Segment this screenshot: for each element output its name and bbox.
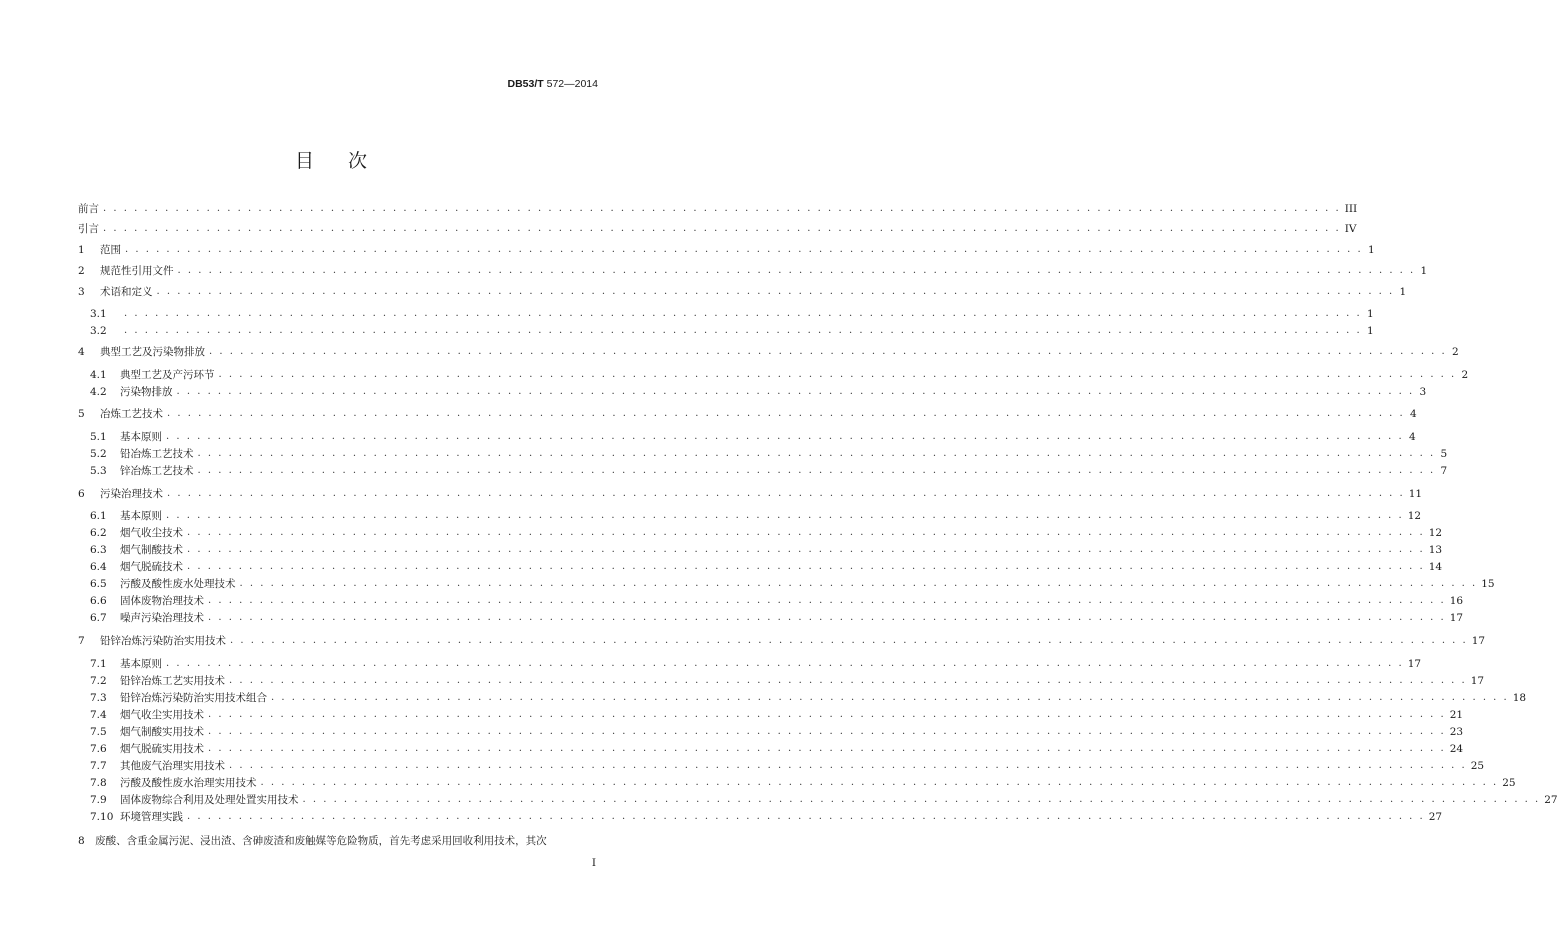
toc-dot-leader: . . . . . . . . . . . . . . . . . . . . . . . . . . . . . . . . . . . . . . . . . . . . . . . . . . . . . . . . . . . . . . . . . . . . . . . . . . . . . . . . . . . . . . . . . . . . . . . . . . . . . . . . . . . . . . . . . . . . . . . .	[208, 595, 1446, 606]
toc-dot-leader: . . . . . . . . . . . . . . . . . . . . . . . . . . . . . . . . . . . . . . . . . . . . . . . . . . . . . . . . . . . . . . . . . . . . . . . . . . . . . . . . . . . . . . . . . . . . . . . . . . . . . . . . . . . . . . . . . . . . . . . .	[229, 675, 1467, 686]
toc-entry-page: 1	[1367, 325, 1374, 337]
toc-entry[interactable]	[90, 756, 1485, 773]
toc-entry-number: 4	[78, 346, 85, 358]
toc-entry-page: 23	[1449, 726, 1464, 738]
toc-entry-label: 固体废物治理技术	[120, 595, 204, 607]
toc-entry-page: IV	[1344, 223, 1357, 235]
toc-entry[interactable]	[78, 261, 1428, 278]
toc-entry-number: 7.4	[90, 709, 107, 721]
toc-entry[interactable]	[90, 444, 1448, 461]
toc-dot-leader: . . . . . . . . . . . . . . . . . . . . . . . . . . . . . . . . . . . . . . . . . . . . . . . . . . . . . . . . . . . . . . . . . . . . . . . . . . . . . . . . . . . . . . . . . . . . . . . . . . . . . . . . . . . . . . . . . . . . . . . .	[239, 578, 1478, 589]
toc-entry-number: 6.6	[90, 595, 107, 607]
toc-entry-label: 基本原则	[120, 431, 162, 443]
toc-dot-leader: . . . . . . . . . . . . . . . . . . . . . . . . . . . . . . . . . . . . . . . . . . . . . . . . . . . . . . . . . . . . . . . . . . . . . . . . . . . . . . . . . . . . . . . . . . . . . . . . . . . . . . . . . . . . . . . . . . . . . . . .	[167, 488, 1405, 499]
toc-entry-page: 3	[1419, 386, 1427, 398]
toc-entry-page: 1	[1367, 308, 1374, 320]
toc-entry[interactable]	[90, 523, 1443, 540]
toc-entry-number: 7.10	[90, 811, 114, 823]
toc-dot-leader: . . . . . . . . . . . . . . . . . . . . . . . . . . . . . . . . . . . . . . . . . . . . . . . . . . . . . . . . . . . . . . . . . . . . . . . . . . . . . . . . . . . . . . . . . . . . . . . . . . . . . . . . . . . . . . . . . . . . . . . .	[208, 726, 1446, 737]
toc-entry[interactable]	[90, 654, 1422, 671]
toc-entry-number: 7.3	[90, 692, 107, 704]
toc-entry[interactable]	[78, 484, 1423, 501]
toc-entry[interactable]	[78, 219, 1357, 236]
toc-dot-leader: . . . . . . . . . . . . . . . . . . . . . . . . . . . . . . . . . . . . . . . . . . . . . . . . . . . . . . . . . . . . . . . . . . . . . . . . . . . . . . . . . . . . . . . . . . . . . . . . . . . . . . . . . . . . . . . . . . . . . . . .	[177, 265, 1416, 276]
toc-entry-number: 3.1	[90, 308, 107, 320]
toc-dot-leader: . . . . . . . . . . . . . . . . . . . . . . . . . . . . . . . . . . . . . . . . . . . . . . . . . . . . . . . . . . . . . . . . . . . . . . . . . . . . . . . . . . . . . . . . . . . . . . . . . . . . . . . . . . . . . . . . . . . . . . . .	[197, 465, 1436, 476]
toc-dot-leader: . . . . . . . . . . . . . . . . . . . . . . . . . . . . . . . . . . . . . . . . . . . . . . . . . . . . . . . . . . . . . . . . . . . . . . . . . . . . . . . . . . . . . . . . . . . . . . . . . . . . . . . . . . . . . . . . . . . . . . . .	[125, 244, 1363, 255]
toc-entry[interactable]	[78, 199, 1358, 216]
toc-entry-number: 7.6	[90, 743, 107, 755]
toc-entry-label: 术语和定义	[100, 286, 153, 298]
toc-entry[interactable]	[90, 722, 1464, 739]
toc-entry-label: 污酸及酸性废水处理技术	[120, 578, 236, 590]
toc-entry[interactable]	[90, 304, 1374, 321]
toc-entry-number: 7.9	[90, 794, 107, 806]
toc-entry-page: 25	[1470, 760, 1485, 772]
toc-dot-leader: . . . . . . . . . . . . . . . . . . . . . . . . . . . . . . . . . . . . . . . . . . . . . . . . . . . . . . . . . . . . . . . . . . . . . . . . . . . . . . . . . . . . . . . . . . . . . . . . . . . . . . . . . . . . . . . . . . . . . . . .	[187, 544, 1425, 555]
toc-entry[interactable]	[90, 574, 1495, 591]
toc-entry-label: 污染物排放	[120, 386, 173, 398]
toc-entry[interactable]	[90, 461, 1448, 478]
toc-entry-label: 烟气收尘实用技术	[120, 709, 204, 721]
toc-entry-page: 14	[1428, 561, 1443, 573]
toc-entry-number: 5	[78, 408, 85, 420]
toc-entry-label: 固体废物综合利用及处理处置实用技术	[120, 794, 299, 806]
toc-entry-number: 6.3	[90, 544, 107, 556]
toc-entry-label: 锌冶炼工艺技术	[120, 465, 194, 477]
toc-entry-number: 1	[78, 244, 85, 256]
toc-entry[interactable]	[90, 671, 1485, 688]
toc-entry-page: 2	[1461, 369, 1469, 381]
toc-dot-leader: . . . . . . . . . . . . . . . . . . . . . . . . . . . . . . . . . . . . . . . . . . . . . . . . . . . . . . . . . . . . . . . . . . . . . . . . . . . . . . . . . . . . . . . . . . . . . . . . . . . . . . . . . . . . . . . . . . . . . . . .	[166, 510, 1404, 521]
toc-dot-leader: . . . . . . . . . . . . . . . . . . . . . . . . . . . . . . . . . . . . . . . . . . . . . . . . . . . . . . . . . . . . . . . . . . . . . . . . . . . . . . . . . . . . . . . . . . . . . . . . . . . . . . . . . . . . . . . . . . . . . . . .	[176, 386, 1415, 397]
toc-entry-label: 铅冶炼工艺技术	[120, 448, 194, 460]
title-char-2: 次	[348, 150, 368, 172]
toc-entry-number: 7.2	[90, 675, 107, 687]
toc-entry-page: 17	[1407, 658, 1422, 670]
toc-entry[interactable]	[90, 382, 1427, 399]
toc-entry-label: 典型工艺及产污环节	[120, 369, 215, 381]
toc-dot-leader: . . . . . . . . . . . . . . . . . . . . . . . . . . . . . . . . . . . . . . . . . . . . . . . . . . . . . . . . . . . . . . . . . . . . . . . . . . . . . . . . . . . . . . . . . . . . . . . . . . . . . . . . . . . . . . . . . . . . . . . .	[271, 692, 1509, 703]
toc-entry-label: 烟气制酸技术	[120, 544, 183, 556]
toc-entry-number: 6.4	[90, 561, 107, 573]
toc-entry-number: 6.1	[90, 510, 107, 522]
toc-entry-page: 4	[1410, 408, 1417, 420]
toc-entry-page: 11	[1408, 488, 1423, 500]
toc-entry-label: 环境管理实践	[120, 811, 183, 823]
toc-entry-number: 6.2	[90, 527, 107, 539]
toc-entry[interactable]	[90, 591, 1464, 608]
toc-entry-page: 4	[1409, 431, 1416, 443]
page-title	[0, 146, 662, 173]
toc-entry[interactable]	[90, 557, 1443, 574]
toc-entry-page: 12	[1428, 527, 1443, 539]
toc-entry-label: 铅锌冶炼污染防治实用技术	[100, 635, 226, 647]
toc-entry-label: 其他废气治理实用技术	[120, 760, 225, 772]
title-char-1: 目	[294, 150, 314, 172]
toc-dot-leader: . . . . . . . . . . . . . . . . . . . . . . . . . . . . . . . . . . . . . . . . . . . . . . . . . . . . . . . . . . . . . . . . . . . . . . . . . . . . . . . . . . . . . . . . . . . . . . . . . . . . . . . . . . . . . . . . . . . . . . . .	[187, 527, 1425, 538]
toc-entry-number: 5.1	[90, 431, 107, 443]
toc-entry-number: 6.7	[90, 612, 107, 624]
toc-entry-number: 6.5	[90, 578, 107, 590]
toc-dot-leader: . . . . . . . . . . . . . . . . . . . . . . . . . . . . . . . . . . . . . . . . . . . . . . . . . . . . . . . . . . . . . . . . . . . . . . . . . . . . . . . . . . . . . . . . . . . . . . . . . . . . . . . . . . . . . . . . . . . . . . . .	[166, 431, 1404, 442]
toc-entry-number: 7.8	[90, 777, 107, 789]
toc-dot-leader: . . . . . . . . . . . . . . . . . . . . . . . . . . . . . . . . . . . . . . . . . . . . . . . . . . . . . . . . . . . . . . . . . . . . . . . . . . . . . . . . . . . . . . . . . . . . . . . . . . . . . . . . . . . . . . . . . . . . . . . .	[230, 635, 1468, 646]
toc-entry-number: 7.5	[90, 726, 107, 738]
toc-entry-number: 4.2	[90, 386, 107, 398]
toc-entry-page: 1	[1368, 244, 1375, 256]
toc-entry[interactable]	[90, 365, 1469, 382]
toc-entry-page: 15	[1481, 578, 1495, 590]
toc-entry-number: 3	[78, 286, 85, 298]
toc-entry-number: 5.3	[90, 465, 107, 477]
toc-entry[interactable]	[78, 404, 1417, 421]
toc-entry[interactable]	[78, 631, 1486, 648]
toc-entry-page: 12	[1407, 510, 1422, 522]
toc-entry-page: 2	[1452, 346, 1459, 358]
toc-dot-leader: . . . . . . . . . . . . . . . . . . . . . . . . . . . . . . . . . . . . . . . . . . . . . . . . . . . . . . . . . . . . . . . . . . . . . . . . . . . . . . . . . . . . . . . . . . . . . . . . . . . . . . . . . . . . . . . . . . . . . . . .	[103, 223, 1341, 234]
toc-entry-label: 前言	[78, 203, 99, 215]
document-code	[508, 78, 599, 90]
toc-entry-label: 铅锌冶炼污染防治实用技术组合	[120, 692, 267, 704]
toc-entry-label: 烟气脱硫技术	[120, 561, 183, 573]
toc-entry-page: 17	[1470, 675, 1485, 687]
toc-dot-leader: . . . . . . . . . . . . . . . . . . . . . . . . . . . . . . . . . . . . . . . . . . . . . . . . . . . . . . . . . . . . . . . . . . . . . . . . . . . . . . . . . . . . . . . . . . . . . . . . . . . . . . . . . . . . . . . . . . . . . . . .	[208, 743, 1446, 754]
toc-dot-leader: . . . . . . . . . . . . . . . . . . . . . . . . . . . . . . . . . . . . . . . . . . . . . . . . . . . . . . . . . . . . . . . . . . . . . . . . . . . . . . . . . . . . . . . . . . . . . . . . . . . . . . . . . . . . . . . . . . . . . . . .	[124, 325, 1362, 336]
body-text-line: 8 废酸、含重金属污泥、浸出渣、含砷废渣和废触媒等危险物质，首先考虑采用回收利用技术，其次	[78, 835, 547, 847]
toc-dot-leader: . . . . . . . . . . . . . . . . . . . . . . . . . . . . . . . . . . . . . . . . . . . . . . . . . . . . . . . . . . . . . . . . . . . . . . . . . . . . . . . . . . . . . . . . . . . . . . . . . . . . . . . . . . . . . . . . . . . . . . . .	[187, 561, 1425, 572]
toc-dot-leader: . . . . . . . . . . . . . . . . . . . . . . . . . . . . . . . . . . . . . . . . . . . . . . . . . . . . . . . . . . . . . . . . . . . . . . . . . . . . . . . . . . . . . . . . . . . . . . . . . . . . . . . . . . . . . . . . . . . . . . . .	[167, 408, 1405, 419]
toc-entry[interactable]	[78, 342, 1459, 359]
toc-dot-leader: . . . . . . . . . . . . . . . . . . . . . . . . . . . . . . . . . . . . . . . . . . . . . . . . . . . . . . . . . . . . . . . . . . . . . . . . . . . . . . . . . . . . . . . . . . . . . . . . . . . . . . . . . . . . . . . . . . . . . . . .	[209, 346, 1447, 357]
standard-number: 572—2014	[546, 78, 598, 90]
toc-entry-label: 污染治理技术	[100, 488, 163, 500]
toc-entry-label: 铅锌冶炼工艺实用技术	[120, 675, 225, 687]
toc-entry-label: 典型工艺及污染物排放	[100, 346, 205, 358]
toc-entry-label: 烟气制酸实用技术	[120, 726, 204, 738]
toc-dot-leader: . . . . . . . . . . . . . . . . . . . . . . . . . . . . . . . . . . . . . . . . . . . . . . . . . . . . . . . . . . . . . . . . . . . . . . . . . . . . . . . . . . . . . . . . . . . . . . . . . . . . . . . . . . . . . . . . . . . . . . . .	[187, 811, 1425, 822]
toc-entry-page: 1	[1399, 286, 1407, 298]
toc-dot-leader: . . . . . . . . . . . . . . . . . . . . . . . . . . . . . . . . . . . . . . . . . . . . . . . . . . . . . . . . . . . . . . . . . . . . . . . . . . . . . . . . . . . . . . . . . . . . . . . . . . . . . . . . . . . . . . . . . . . . . . . .	[302, 794, 1541, 805]
toc-entry-number: 3.2	[90, 325, 107, 337]
toc-dot-leader: . . . . . . . . . . . . . . . . . . . . . . . . . . . . . . . . . . . . . . . . . . . . . . . . . . . . . . . . . . . . . . . . . . . . . . . . . . . . . . . . . . . . . . . . . . . . . . . . . . . . . . . . . . . . . . . . . . . . . . . .	[156, 286, 1395, 297]
standard-code: DB53/T	[507, 78, 544, 90]
toc-entry[interactable]	[90, 807, 1443, 824]
toc-entry[interactable]	[90, 540, 1443, 557]
toc-entry-number: 7	[78, 635, 85, 647]
toc-entry[interactable]	[90, 427, 1416, 444]
toc-entry-page: 16	[1449, 595, 1464, 607]
toc-entry-page: 17	[1449, 612, 1464, 624]
toc-entry-label: 污酸及酸性废水治理实用技术	[120, 777, 257, 789]
toc-entry[interactable]	[78, 282, 1407, 299]
toc-dot-leader: . . . . . . . . . . . . . . . . . . . . . . . . . . . . . . . . . . . . . . . . . . . . . . . . . . . . . . . . . . . . . . . . . . . . . . . . . . . . . . . . . . . . . . . . . . . . . . . . . . . . . . . . . . . . . . . . . . . . . . . .	[166, 658, 1404, 669]
toc-entry-label: 冶炼工艺技术	[100, 408, 163, 420]
toc-entry-page: 13	[1428, 544, 1443, 556]
toc-dot-leader: . . . . . . . . . . . . . . . . . . . . . . . . . . . . . . . . . . . . . . . . . . . . . . . . . . . . . . . . . . . . . . . . . . . . . . . . . . . . . . . . . . . . . . . . . . . . . . . . . . . . . . . . . . . . . . . . . . . . . . . .	[103, 203, 1341, 214]
toc-entry-page: 5	[1440, 448, 1448, 460]
toc-dot-leader: . . . . . . . . . . . . . . . . . . . . . . . . . . . . . . . . . . . . . . . . . . . . . . . . . . . . . . . . . . . . . . . . . . . . . . . . . . . . . . . . . . . . . . . . . . . . . . . . . . . . . . . . . . . . . . . . . . . . . . . .	[208, 612, 1446, 623]
toc-entry-page: 21	[1449, 709, 1464, 721]
toc-entry[interactable]	[90, 773, 1516, 790]
toc-dot-leader: . . . . . . . . . . . . . . . . . . . . . . . . . . . . . . . . . . . . . . . . . . . . . . . . . . . . . . . . . . . . . . . . . . . . . . . . . . . . . . . . . . . . . . . . . . . . . . . . . . . . . . . . . . . . . . . . . . . . . . . .	[197, 448, 1436, 459]
toc-entry-page: 1	[1420, 265, 1428, 277]
toc-entry-page: 7	[1440, 465, 1448, 477]
toc-entry[interactable]	[90, 790, 1558, 807]
toc-dot-leader: . . . . . . . . . . . . . . . . . . . . . . . . . . . . . . . . . . . . . . . . . . . . . . . . . . . . . . . . . . . . . . . . . . . . . . . . . . . . . . . . . . . . . . . . . . . . . . . . . . . . . . . . . . . . . . . . . . . . . . . .	[260, 777, 1499, 788]
toc-entry-label: 基本原则	[120, 658, 162, 670]
toc-entry-number: 7.7	[90, 760, 107, 772]
toc-entry-label: 引言	[78, 223, 99, 235]
toc-dot-leader: . . . . . . . . . . . . . . . . . . . . . . . . . . . . . . . . . . . . . . . . . . . . . . . . . . . . . . . . . . . . . . . . . . . . . . . . . . . . . . . . . . . . . . . . . . . . . . . . . . . . . . . . . . . . . . . . . . . . . . . .	[218, 369, 1457, 380]
toc-dot-leader: . . . . . . . . . . . . . . . . . . . . . . . . . . . . . . . . . . . . . . . . . . . . . . . . . . . . . . . . . . . . . . . . . . . . . . . . . . . . . . . . . . . . . . . . . . . . . . . . . . . . . . . . . . . . . . . . . . . . . . . .	[208, 709, 1446, 720]
footer-page-number: I	[591, 857, 596, 869]
toc-entry[interactable]	[90, 608, 1464, 625]
toc-entry-page: 24	[1449, 743, 1464, 755]
toc-entry-label: 范围	[100, 244, 121, 256]
toc-entry[interactable]	[78, 240, 1375, 257]
toc-entry-number: 6	[78, 488, 85, 500]
toc-entry[interactable]	[90, 688, 1527, 705]
toc-entry-label: 基本原则	[120, 510, 162, 522]
toc-entry-number: 5.2	[90, 448, 107, 460]
toc-entry-page: 25	[1502, 777, 1516, 789]
toc-entry-number: 7.1	[90, 658, 107, 670]
toc-entry-page: III	[1344, 203, 1358, 215]
toc-entry[interactable]	[90, 705, 1464, 722]
toc-entry-number: 4.1	[90, 369, 107, 381]
toc-entry-page: 17	[1471, 635, 1486, 647]
toc-entry[interactable]	[90, 321, 1374, 338]
toc-entry-label: 噪声污染治理技术	[120, 612, 204, 624]
toc-entry-label: 烟气脱硫实用技术	[120, 743, 204, 755]
toc-entry[interactable]	[90, 506, 1422, 523]
toc-entry-page: 27	[1544, 794, 1558, 806]
toc-entry-page: 18	[1512, 692, 1527, 704]
toc-entry-label: 规范性引用文件	[100, 265, 174, 277]
toc-entry-label: 烟气收尘技术	[120, 527, 183, 539]
toc-dot-leader: . . . . . . . . . . . . . . . . . . . . . . . . . . . . . . . . . . . . . . . . . . . . . . . . . . . . . . . . . . . . . . . . . . . . . . . . . . . . . . . . . . . . . . . . . . . . . . . . . . . . . . . . . . . . . . . . . . . . . . . .	[229, 760, 1467, 771]
toc-entry-page: 27	[1428, 811, 1443, 823]
toc-entry[interactable]	[90, 739, 1464, 756]
toc-entry-number: 2	[78, 265, 85, 277]
toc-dot-leader: . . . . . . . . . . . . . . . . . . . . . . . . . . . . . . . . . . . . . . . . . . . . . . . . . . . . . . . . . . . . . . . . . . . . . . . . . . . . . . . . . . . . . . . . . . . . . . . . . . . . . . . . . . . . . . . . . . . . . . . .	[124, 308, 1362, 319]
